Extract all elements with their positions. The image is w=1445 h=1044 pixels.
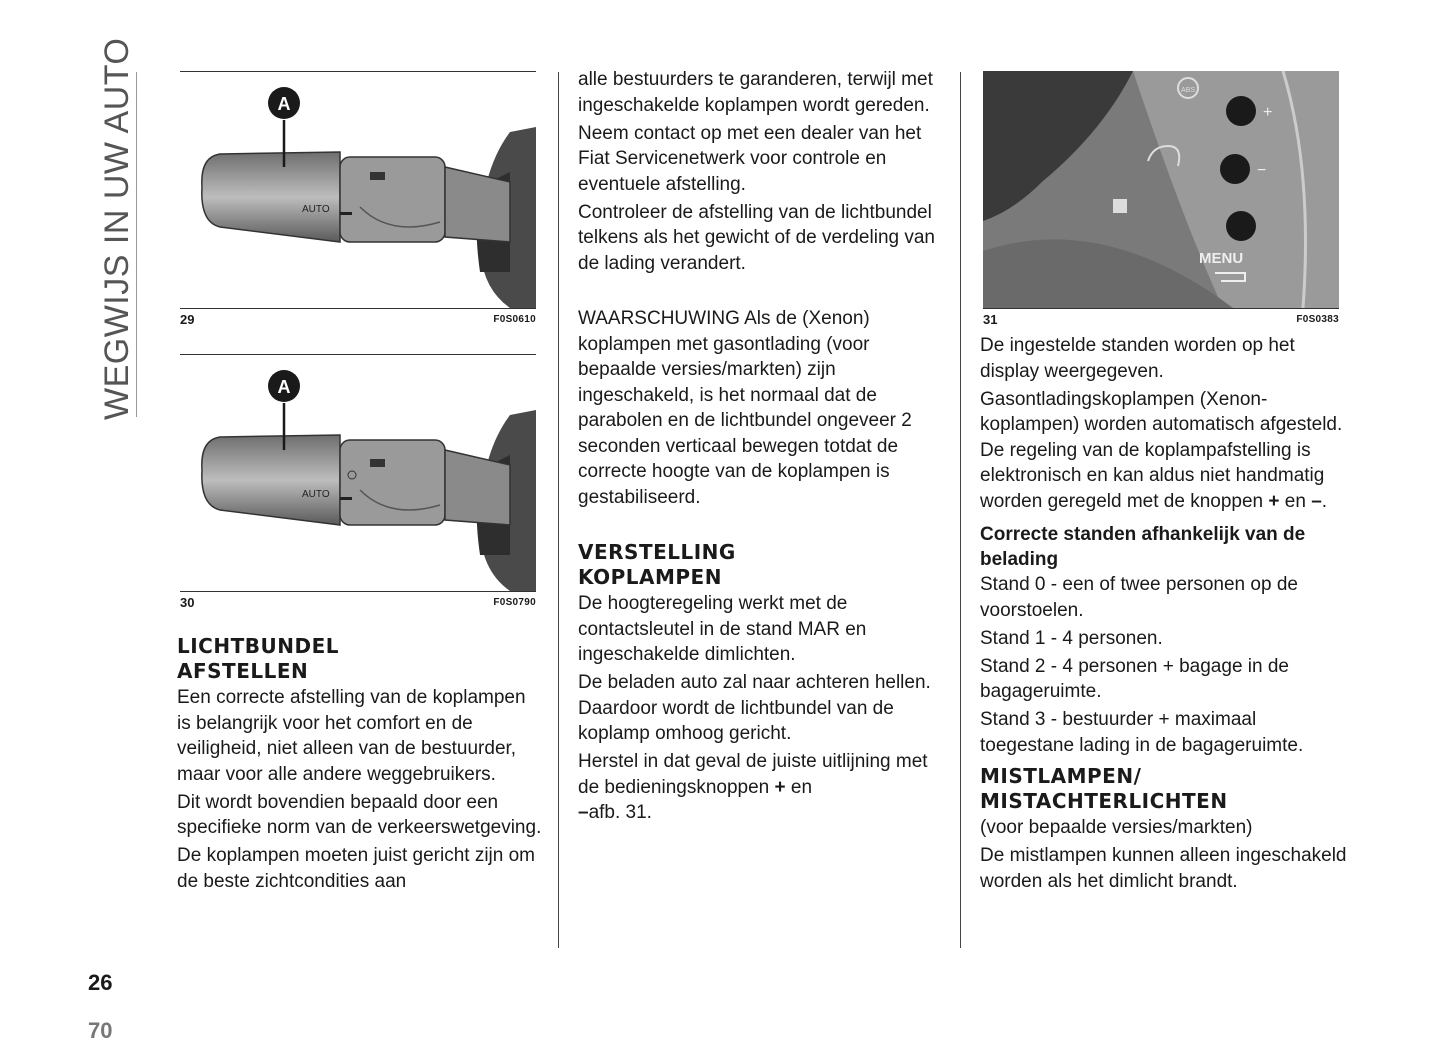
column-1-text [177, 634, 542, 897]
list-item: Stand 1 - 4 personen. [980, 627, 1163, 649]
svg-text:A: A [277, 94, 291, 114]
svg-text:A: A [277, 377, 291, 397]
side-title: WEGWIJS IN UW AUTO [98, 37, 136, 420]
paragraph: De mistlampen kunnen alleen ingeschakeld worden als het dimlicht brandt. [980, 845, 1347, 892]
figure-number: 29 [180, 312, 195, 327]
svg-text:+: + [1263, 104, 1273, 121]
paragraph: (voor bepaalde versies/markten) [980, 817, 1253, 838]
column-3-text [980, 333, 1348, 897]
svg-text:ABS: ABS [1180, 87, 1196, 94]
figure-number: 31 [983, 312, 998, 327]
subheading-standen: Correcte standen afhankelijk van de belading [980, 524, 1306, 570]
list-item: Stand 0 - een of twee personen op de voorstoelen. [980, 574, 1298, 621]
column-2-text [578, 67, 946, 828]
column-divider-1 [558, 72, 559, 948]
paragraph: Gasontladingskoplampen (Xenon-koplampen) worden automatisch afgesteld. De regeling van de koplampafstelling is elektronisch en kan aldus niet handmatig worden geregeld met de knoppen + en –. [980, 388, 1343, 512]
paragraph: De hoogteregeling werkt met de contactsleutel in de stand MAR en ingeschakelde dimlichten. [578, 593, 867, 665]
figure-number: 30 [180, 595, 195, 610]
svg-text:AUTO: AUTO [302, 489, 330, 500]
light-stalk-illustration-29 [180, 72, 536, 308]
svg-text:MENU: MENU [1199, 250, 1244, 267]
list-item: Stand 3 - bestuurder + maximaal toegestane lading in de bagageruimte. [980, 709, 1304, 756]
paragraph: De beladen auto zal naar achteren hellen. Daardoor wordt de lichtbundel van de koplamp omhoog gericht. [578, 672, 931, 744]
figure-31 [983, 71, 1339, 331]
paragraph: Neem contact op met een dealer van het Fiat Servicenetwerk voor controle en eventuele afstelling. [578, 122, 922, 195]
section-heading-lichtbundel: LICHTBUNDEL AFSTELLEN [177, 634, 339, 683]
dashboard-buttons-illustration [983, 71, 1339, 308]
figure-code: F0S0790 [493, 597, 536, 608]
page-number-cut: 70 [88, 1018, 113, 1043]
figure-29 [180, 71, 536, 331]
figure-code: F0S0383 [1296, 314, 1339, 325]
svg-text:−: − [1257, 162, 1267, 179]
light-stalk-illustration-30 [180, 355, 536, 591]
paragraph: Controleer de afstelling van de lichtbundel telkens als het gewicht of de verdeling van de lading verandert. [578, 201, 935, 274]
section-heading-verstelling: VERSTELLING KOPLAMPEN [578, 540, 736, 589]
column-divider-2 [960, 72, 961, 948]
paragraph: De ingestelde standen worden op het display weergegeven. [980, 335, 1295, 382]
page-number: 26 [88, 970, 113, 995]
svg-text:AUTO: AUTO [302, 204, 330, 215]
paragraph: Dit wordt bovendien bepaald door een specifieke norm van de verkeerswetgeving. [177, 791, 542, 838]
side-title-rule [136, 72, 137, 417]
paragraph: De koplampen moeten juist gericht zijn om de beste zichtcondities aan [177, 845, 536, 892]
list-item: Stand 2 - 4 personen + bagage in de bagageruimte. [980, 655, 1289, 702]
warning-paragraph: WAARSCHUWING Als de (Xenon) koplampen met gasontlading (voor bepaalde versies/markten) zijn ingeschakeld, is het normaal dat de parabolen en de lichtbundel ongeveer 2 seconden verticaal bewegen totdat de correcte hoogte van de koplampen is gestabiliseerd. [578, 308, 912, 508]
figure-30 [180, 354, 536, 614]
figure-code: F0S0610 [493, 314, 536, 325]
paragraph: alle bestuurders te garanderen, terwijl met ingeschakelde koplampen wordt gereden. [578, 69, 933, 116]
paragraph: Een correcte afstelling van de koplampen is belangrijk voor het comfort en de veiligheid, niet alleen van de bestuurder, maar voor alle andere weggebruikers. [177, 687, 526, 785]
paragraph: Herstel in dat geval de juiste uitlijning met de bedieningsknoppen + en –afb. 31. [578, 751, 928, 823]
section-heading-mistlampen: MISTLAMPEN/ MISTACHTERLICHTEN [980, 764, 1228, 813]
